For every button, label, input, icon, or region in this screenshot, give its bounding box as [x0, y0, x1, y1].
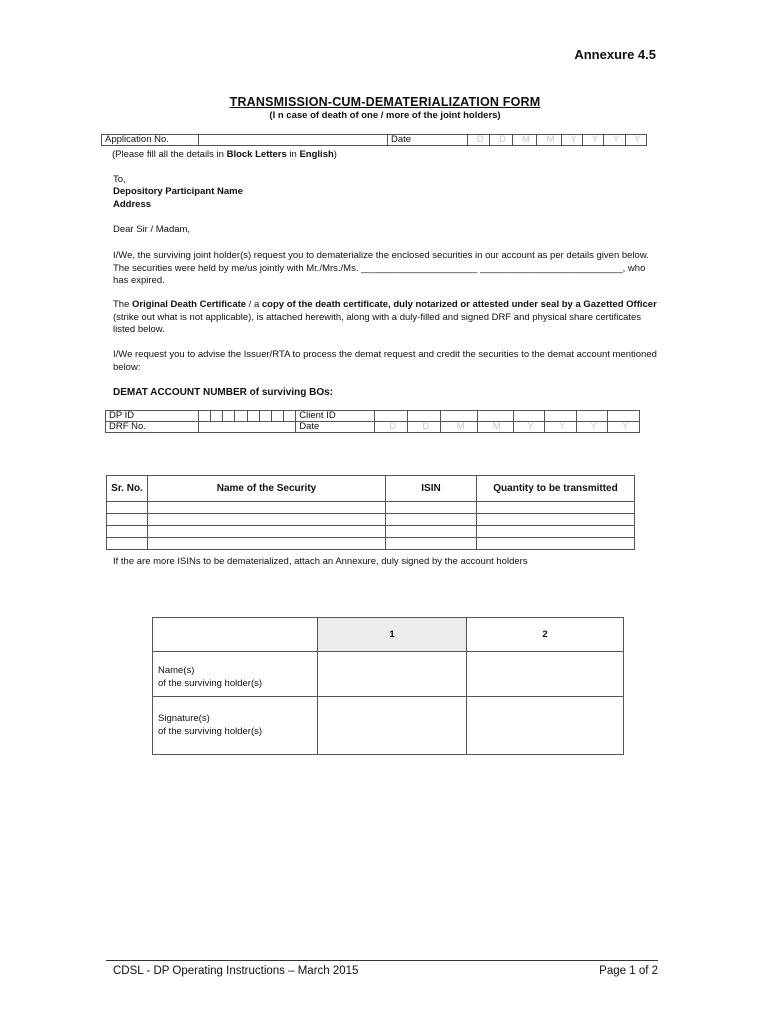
holders-table [152, 617, 624, 755]
header-quantity: Quantity to be transmitted [477, 476, 635, 502]
date-box[interactable]: Y [604, 135, 625, 146]
cell-security-name[interactable] [148, 502, 386, 514]
account-grid [105, 410, 640, 433]
account-date-box[interactable]: Y [513, 422, 544, 433]
client-id-box[interactable] [375, 411, 408, 422]
cell-quantity[interactable] [477, 538, 635, 550]
cell-security-name[interactable] [148, 538, 386, 550]
date-label: Date [388, 135, 468, 146]
dp-name: Depository Participant Name [113, 186, 243, 197]
block-letters-instruction: (Please fill all the details in Block Letters in English) [112, 149, 337, 160]
dp-id-box[interactable] [271, 411, 283, 422]
date-box[interactable]: Y [583, 135, 604, 146]
cell-isin[interactable] [386, 538, 477, 550]
account-date-box[interactable]: Y [545, 422, 576, 433]
table-row [107, 538, 635, 550]
form-subtitle: (I n case of death of one / more of the joint holders) [269, 110, 501, 121]
holder-col-2: 2 [467, 618, 624, 652]
form-title: TRANSMISSION-CUM-DEMATERIALIZATION FORM [229, 95, 541, 109]
addressee-to: To, [113, 174, 126, 185]
application-no-field[interactable] [199, 135, 388, 146]
client-id-box[interactable] [408, 411, 441, 422]
table-row [107, 502, 635, 514]
names-label-line2: of the surviving holder(s) [158, 677, 263, 689]
footer-divider [106, 960, 658, 961]
date-box[interactable]: D [468, 135, 490, 146]
drf-no-field[interactable] [199, 422, 296, 433]
holders-header-blank [153, 618, 318, 652]
holder2-name-field[interactable] [467, 652, 624, 697]
holder2-signature-field[interactable] [467, 697, 624, 755]
client-id-box[interactable] [608, 411, 640, 422]
header-isin: ISIN [386, 476, 477, 502]
footer-page-number: Page 1 of 2 [599, 965, 658, 977]
signature-row-label [153, 697, 318, 755]
dp-id-box[interactable] [247, 411, 259, 422]
drf-no-label: DRF No. [106, 422, 199, 433]
cell-sr-no[interactable] [107, 538, 148, 550]
signature-label-line1: Signature(s) [158, 713, 210, 724]
date-box[interactable]: D [490, 135, 512, 146]
date-box[interactable]: Y [561, 135, 582, 146]
date-box[interactable]: Y [625, 135, 646, 146]
client-id-box[interactable] [441, 411, 477, 422]
cell-quantity[interactable] [477, 514, 635, 526]
signature-label-line2: of the surviving holder(s) [158, 725, 263, 737]
dp-address: Address [113, 199, 152, 210]
holder1-signature-field[interactable] [318, 697, 467, 755]
date-box[interactable]: M [512, 135, 537, 146]
account-date-box[interactable]: D [375, 422, 408, 433]
client-id-box[interactable] [477, 411, 513, 422]
cell-sr-no[interactable] [107, 502, 148, 514]
salutation: Dear Sir / Madam, [113, 224, 191, 235]
account-date-box[interactable]: M [477, 422, 513, 433]
dp-id-box[interactable] [284, 411, 296, 422]
dp-id-box[interactable] [211, 411, 223, 422]
application-row [101, 134, 647, 146]
cell-security-name[interactable] [148, 514, 386, 526]
account-date-box[interactable]: M [441, 422, 477, 433]
cell-quantity[interactable] [477, 502, 635, 514]
footer-document-title: CDSL - DP Operating Instructions – March 2015 [113, 965, 359, 977]
client-id-box[interactable] [513, 411, 544, 422]
cell-isin[interactable] [386, 526, 477, 538]
table-row [107, 526, 635, 538]
header-sr-no: Sr. No. [107, 476, 148, 502]
client-id-label: Client ID [296, 411, 375, 422]
client-id-box[interactable] [576, 411, 607, 422]
account-date-label: Date [296, 422, 375, 433]
cell-quantity[interactable] [477, 526, 635, 538]
cell-isin[interactable] [386, 502, 477, 514]
annexure-label: Annexure 4.5 [574, 47, 656, 62]
cell-isin[interactable] [386, 514, 477, 526]
paragraph-advise: I/We request you to advise the Issuer/RTA to process the demat request and credit the securities to the demat account mentioned below: [113, 349, 657, 373]
dp-id-box[interactable] [199, 411, 211, 422]
cell-security-name[interactable] [148, 526, 386, 538]
holder1-name-field[interactable] [318, 652, 467, 697]
demat-heading: DEMAT ACCOUNT NUMBER of surviving BOs: [113, 387, 333, 398]
securities-table [106, 475, 635, 550]
names-row-label [153, 652, 318, 697]
holder-col-1: 1 [318, 618, 467, 652]
dp-id-label: DP ID [106, 411, 199, 422]
paragraph-request: I/We, the surviving joint holder(s) request you to dematerialize the enclosed securities in our account as per details given below. The securities were held by me/us jointly with Mr./Mrs./Ms. ______________________ ___________________________, who has expired. [113, 250, 649, 286]
table-row [107, 514, 635, 526]
cell-sr-no[interactable] [107, 514, 148, 526]
account-date-box[interactable]: D [408, 422, 441, 433]
application-no-label: Application No. [102, 135, 199, 146]
dp-id-box[interactable] [235, 411, 247, 422]
client-id-box[interactable] [545, 411, 576, 422]
header-security-name: Name of the Security [148, 476, 386, 502]
annexure-note: If the are more ISINs to be dematerialized, attach an Annexure, duly signed by the account holders [113, 556, 528, 567]
account-date-box[interactable]: Y [608, 422, 640, 433]
account-date-box[interactable]: Y [576, 422, 607, 433]
cell-sr-no[interactable] [107, 526, 148, 538]
names-label-line1: Name(s) [158, 665, 195, 676]
paragraph-certificate: The Original Death Certificate / a copy of the death certificate, duly notarized or attested under seal by a Gazetted Officer (strike out what is not applicable), is attached herewith, along with a duly-filled and signed DRF and physical share certificates listed below. [113, 299, 657, 335]
date-box[interactable]: M [537, 135, 562, 146]
dp-id-box[interactable] [223, 411, 235, 422]
dp-id-box[interactable] [259, 411, 271, 422]
